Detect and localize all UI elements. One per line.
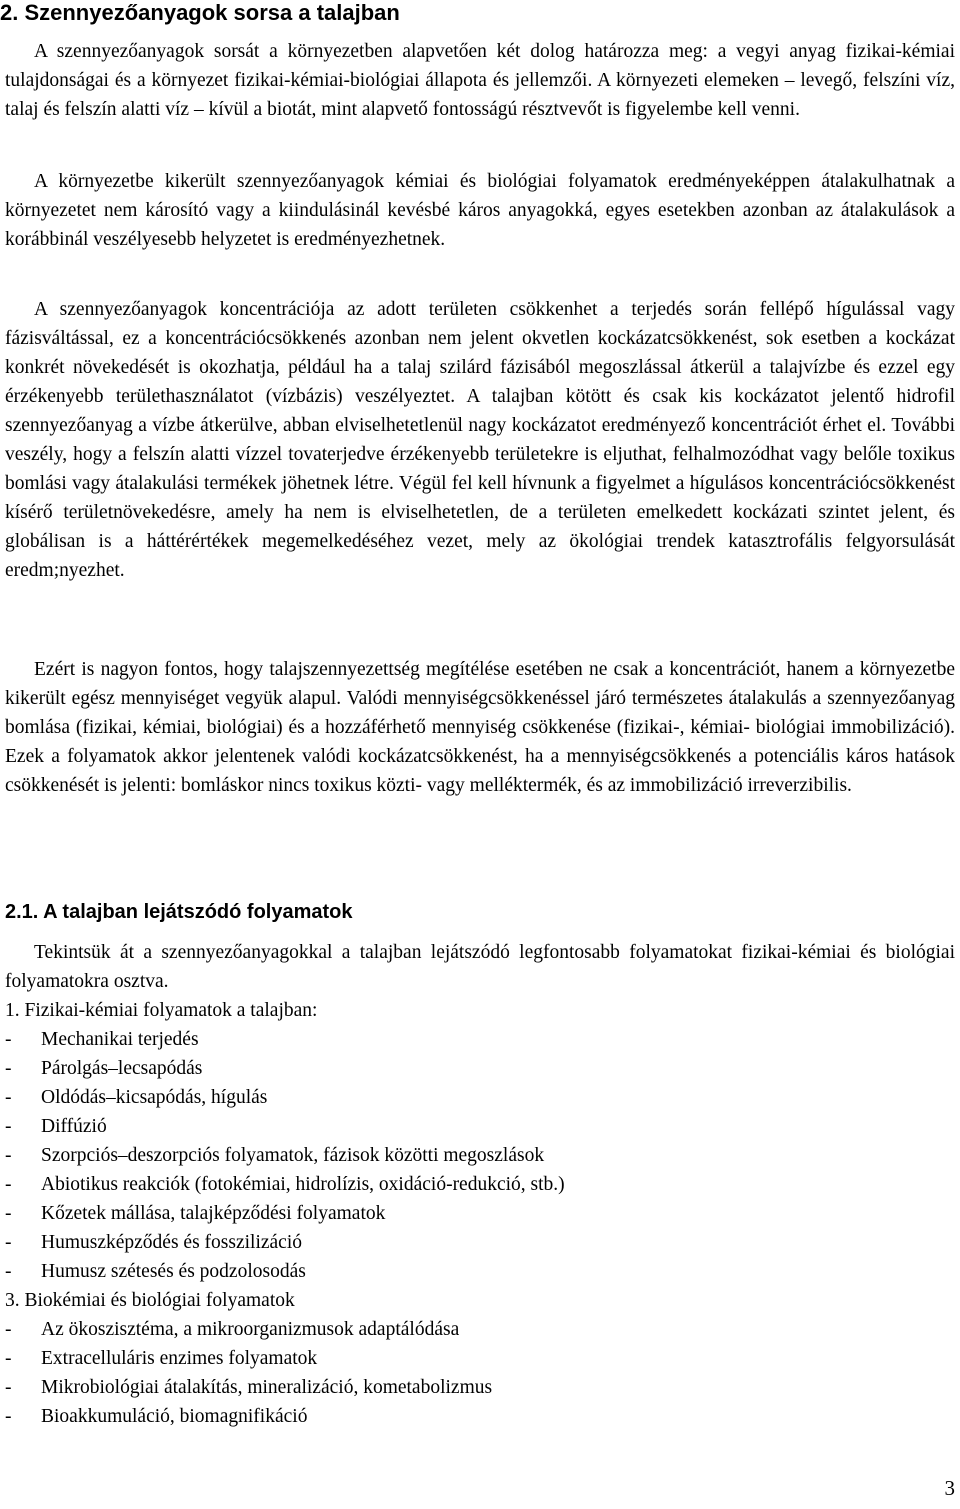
list-dash: - bbox=[5, 1029, 12, 1050]
list-item bbox=[5, 1083, 955, 1112]
list-item bbox=[5, 1025, 955, 1054]
list-dash: - bbox=[5, 1377, 12, 1398]
list-item-label: Szorpciós–deszorpciós folyamatok, fázisok közötti megoszlások bbox=[41, 1145, 545, 1166]
list-item-label: Bioakkumuláció, biomagnifikáció bbox=[41, 1406, 308, 1427]
subsection-title: 2.1. A talajban lejátszódó folyamatok bbox=[5, 901, 353, 923]
list-item-label: Mechanikai terjedés bbox=[41, 1029, 199, 1050]
paragraph-3: A szennyezőanyagok koncentrációja az adott területen csökkenhet a terjedés során fellépő hígulással vagy fázisváltással, ez a koncentrációcsökkenés azonban nem jelent okvetlen kockázatcsökkenést, sok esetben a kockázat konkrét növekedését is okozhatja, például ha a talaj szilárd fázisából megoszlással átkerül a talajvízbe és ezzel egy érzékenyebb területhasználatot (vízbázis) veszélyeztet. A talajban kötött és csak kis kockázatot jelentő hidrofil szennyezőanyag a vízbe átkerülve, abban elviselhetetlenül nagy kockázatot eredményező koncentrációt érhet el. További veszély, hogy a felszín alatti vízzel tovaterjedve érzékenyebb területekre is eljuthat, felhalmozódhat vagy belőle toxikus bomlási vagy átalakulási termékek jöhetnek létre. Végül fel kell hívnunk a figyelmet a hígulásos koncentrációcsökkenést kísérő területnövekedésre, amely ha nem is elviselhetetlen, de a területen emelkedett kockázati szintet jelent, és globálisan is a háttérértékek megemelkedéséhez vezet, mely az ökológiai trendek katasztrofális felgyorsulását eredm;nyezhet. bbox=[5, 299, 955, 581]
list-item bbox=[5, 1402, 955, 1431]
list-item bbox=[5, 1141, 955, 1170]
list-item-label: Oldódás–kicsapódás, hígulás bbox=[41, 1087, 268, 1108]
list-item-label: Humuszképződés és fosszilizáció bbox=[41, 1232, 303, 1253]
group-heading-physicochemical: 1. Fizikai-kémiai folyamatok a talajban: bbox=[5, 1000, 318, 1021]
page-number: 3 bbox=[944, 1476, 955, 1500]
process-list bbox=[5, 996, 955, 1431]
list-dash: - bbox=[5, 1087, 12, 1108]
list-item-label: Párolgás–lecsapódás bbox=[41, 1058, 203, 1079]
list-dash: - bbox=[5, 1203, 12, 1224]
list-item-label: Kőzetek mállása, talajképződési folyamatok bbox=[41, 1203, 386, 1224]
list-item bbox=[5, 1228, 955, 1257]
list-item bbox=[5, 1373, 955, 1402]
list-item bbox=[5, 1344, 955, 1373]
paragraph-1: A szennyezőanyagok sorsát a környezetben alapvetően két dolog határozza meg: a vegyi anyag fizikai-kémiai tulajdonságai és a környezet fizikai-kémiai-biológiai állapota és jellemzői. A környezeti elemeken – levegő, felszíni víz, talaj és felszín alatti víz – kívül a biotát, mint alapvető fontosságú résztvevőt is figyelembe kell venni. bbox=[5, 41, 955, 120]
list-dash: - bbox=[5, 1348, 12, 1369]
list-item-label: Diffúzió bbox=[41, 1116, 107, 1137]
paragraph-2: A környezetbe kikerült szennyezőanyagok kémiai és biológiai folyamatok eredményeképpen átalakulhatnak a környezetet nem károsító vagy a kiindulásinál kevésbé káros anyagokká, egyes esetekben azonban az átalakulások a korábbinál veszélyesebb helyzetet is eredményezhetnek. bbox=[5, 171, 955, 250]
list-dash: - bbox=[5, 1232, 12, 1253]
list-item-label: Humusz szétesés és podzolosodás bbox=[41, 1261, 306, 1282]
list-dash: - bbox=[5, 1261, 12, 1282]
list-dash: - bbox=[5, 1058, 12, 1079]
list-dash: - bbox=[5, 1174, 12, 1195]
list-item bbox=[5, 1054, 955, 1083]
list-dash: - bbox=[5, 1406, 12, 1427]
list-item bbox=[5, 1112, 955, 1141]
list-item-label: Extracelluláris enzimes folyamatok bbox=[41, 1348, 318, 1369]
list-item-label: Abiotikus reakciók (fotokémiai, hidrolízis, oxidáció-redukció, stb.) bbox=[41, 1174, 565, 1195]
list-item-label: Mikrobiológiai átalakítás, mineralizáció, kometabolizmus bbox=[41, 1377, 493, 1398]
paragraph-4: Ezért is nagyon fontos, hogy talajszennyezettség megítélése esetében ne csak a koncentrációt, hanem a környezetbe kikerült egész mennyiséget vegyük alapul. Valódi mennyiségcsökkenéssel járó természetes átalakulás a szennyezőanyag bomlása (fizikai, kémiai, biológiai) és a hozzáférhető mennyiség csökkenése (fizikai-, kémiai- biológiai immobilizáció). Ezek a folyamatok akkor jelentenek valódi kockázatcsökkenést, ha a mennyiségcsökkenés a potenciális káros hatások csökkenését is jelenti: bomláskor nincs toxikus közti- vagy melléktermék, és az immobilizáció irreverzibilis. bbox=[5, 659, 955, 796]
list-dash: - bbox=[5, 1116, 12, 1137]
list-dash: - bbox=[5, 1319, 12, 1340]
section-title: 2. Szennyezőanyagok sorsa a talajban bbox=[0, 0, 400, 25]
list-item-label: Az ökoszisztéma, a mikroorganizmusok adaptálódása bbox=[41, 1319, 460, 1340]
list-item bbox=[5, 1199, 955, 1228]
list-dash: - bbox=[5, 1145, 12, 1166]
subsection-intro: Tekintsük át a szennyezőanyagokkal a talajban lejátszódó legfontosabb folyamatokat fizikai-kémiai és biológiai folyamatokra osztva. bbox=[5, 942, 955, 992]
group-heading-biochemical: 3. Biokémiai és biológiai folyamatok bbox=[5, 1290, 295, 1311]
list-item bbox=[5, 1170, 955, 1199]
list-item bbox=[5, 1315, 955, 1344]
list-item bbox=[5, 1257, 955, 1286]
